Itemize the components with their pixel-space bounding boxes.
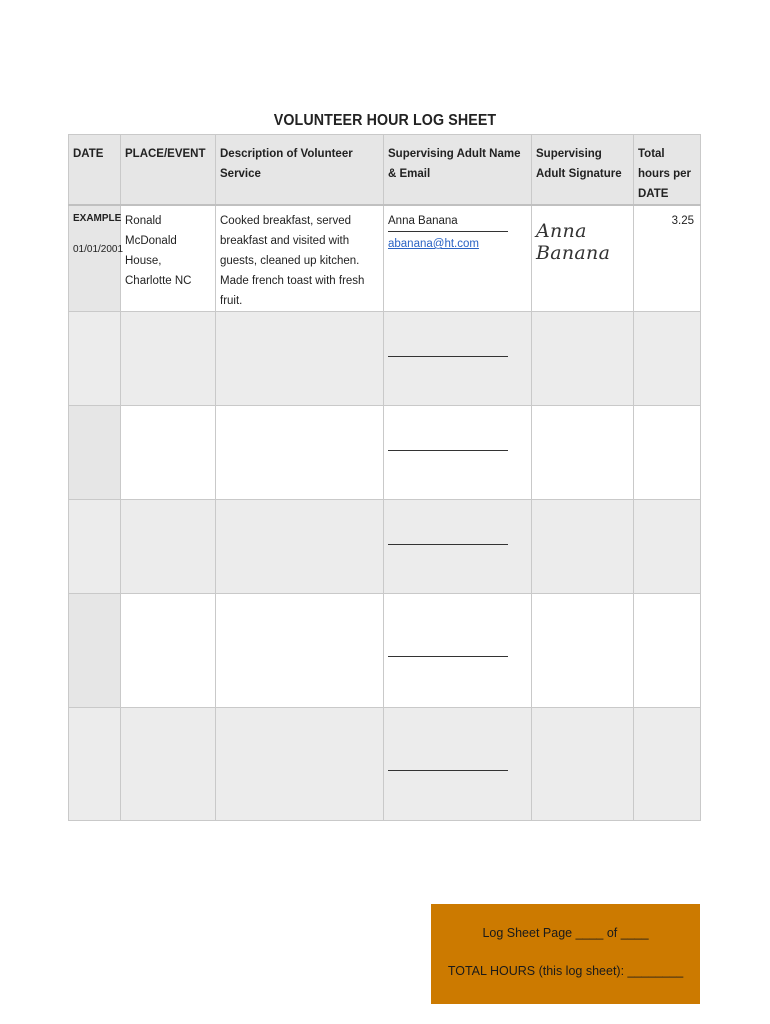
table-header-row bbox=[69, 135, 701, 206]
place-input-cell[interactable] bbox=[121, 500, 216, 594]
example-date-cell bbox=[69, 205, 124, 312]
signature-input-cell[interactable] bbox=[532, 708, 634, 821]
date-input-cell[interactable] bbox=[69, 312, 121, 406]
signature-input-cell[interactable] bbox=[532, 312, 634, 406]
column-header-description: Description of Volunteer Service bbox=[216, 135, 384, 206]
column-header-hours: Total hours per DATE bbox=[634, 135, 701, 206]
log-sheet-page-line[interactable]: Log Sheet Page ____ of ____ bbox=[482, 926, 649, 940]
date-input-cell[interactable] bbox=[69, 708, 121, 821]
date-input-cell[interactable] bbox=[69, 500, 121, 594]
date-input-cell[interactable] bbox=[69, 594, 121, 708]
total-hours-line[interactable]: TOTAL HOURS (this log sheet): ________ bbox=[447, 964, 684, 978]
signature-input-cell[interactable] bbox=[532, 406, 634, 500]
supervisor-input-cell[interactable] bbox=[384, 708, 532, 821]
description-input-cell[interactable] bbox=[216, 500, 384, 594]
example-row bbox=[69, 205, 701, 312]
example-date: 01/01/2001 bbox=[73, 244, 124, 255]
example-hours: 3.25 bbox=[671, 215, 694, 227]
description-input-cell[interactable] bbox=[216, 312, 384, 406]
supervisor-email-link[interactable]: abanana@ht.com bbox=[388, 238, 479, 250]
example-label: EXAMPLE bbox=[73, 213, 122, 224]
place-input-cell[interactable] bbox=[121, 594, 216, 708]
date-input-cell[interactable] bbox=[69, 406, 121, 500]
summary-box bbox=[431, 904, 700, 1004]
description-input-cell[interactable] bbox=[216, 594, 384, 708]
column-header-signature: Supervising Adult Signature bbox=[532, 135, 634, 206]
table-row bbox=[69, 708, 701, 821]
log-table bbox=[68, 134, 701, 821]
place-input-cell[interactable] bbox=[121, 406, 216, 500]
example-place-cell bbox=[121, 205, 216, 312]
example-signature-cell bbox=[532, 205, 634, 312]
signature-image: Anna Banana bbox=[536, 220, 611, 264]
example-hours-cell bbox=[634, 205, 701, 312]
supervisor-input-cell[interactable] bbox=[384, 312, 532, 406]
supervisor-input-cell[interactable] bbox=[384, 500, 532, 594]
supervisor-input-cell[interactable] bbox=[384, 594, 532, 708]
column-header-date: DATE bbox=[69, 135, 121, 206]
place-input-cell[interactable] bbox=[121, 708, 216, 821]
table-row bbox=[69, 312, 701, 406]
supervisor-input-cell[interactable] bbox=[384, 406, 532, 500]
example-supervisor-cell bbox=[384, 205, 532, 312]
hours-input-cell[interactable] bbox=[634, 708, 701, 821]
table-row bbox=[69, 500, 701, 594]
hours-input-cell[interactable] bbox=[634, 500, 701, 594]
hours-input-cell[interactable] bbox=[634, 594, 701, 708]
hours-input-cell[interactable] bbox=[634, 406, 701, 500]
page-title: VOLUNTEER HOUR LOG SHEET bbox=[273, 112, 497, 129]
supervisor-line bbox=[388, 544, 508, 545]
example-supervisor-name: Anna Banana bbox=[388, 215, 458, 227]
column-header-supervisor: Supervising Adult Name & Email bbox=[384, 135, 532, 206]
supervisor-line bbox=[388, 356, 508, 357]
example-place: Ronald McDonald House, Charlotte NC bbox=[125, 215, 192, 287]
hours-input-cell[interactable] bbox=[634, 312, 701, 406]
description-input-cell[interactable] bbox=[216, 708, 384, 821]
example-description: Cooked breakfast, served breakfast and visited with guests, cleaned up kitchen. Made french toast with fresh fruit. bbox=[220, 215, 365, 307]
place-input-cell[interactable] bbox=[121, 312, 216, 406]
column-header-place: PLACE/EVENT bbox=[121, 135, 216, 206]
table-row bbox=[69, 406, 701, 500]
supervisor-line bbox=[388, 656, 508, 657]
signature-input-cell[interactable] bbox=[532, 500, 634, 594]
description-input-cell[interactable] bbox=[216, 406, 384, 500]
table-row bbox=[69, 594, 701, 708]
example-description-cell bbox=[216, 205, 384, 312]
supervisor-line bbox=[388, 770, 508, 771]
signature-input-cell[interactable] bbox=[532, 594, 634, 708]
supervisor-line bbox=[388, 450, 508, 451]
